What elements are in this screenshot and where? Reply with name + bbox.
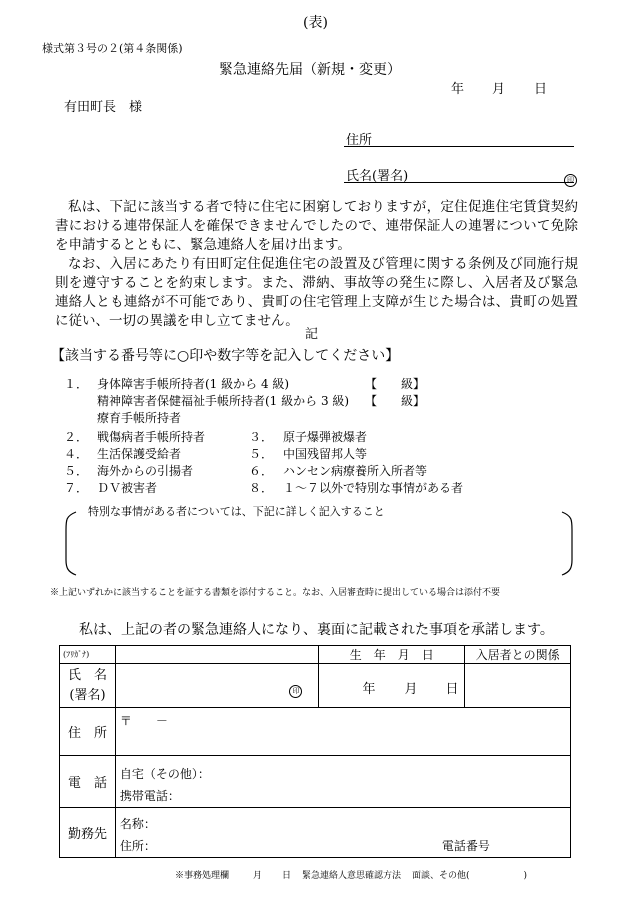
item-number[interactable]: ３． bbox=[249, 430, 274, 444]
phone-label-cell bbox=[60, 756, 116, 808]
postal-code-label: 〒 － bbox=[119, 714, 168, 728]
workplace-field[interactable] bbox=[115, 808, 570, 858]
side-label: (表) bbox=[303, 15, 328, 31]
name-label-cell bbox=[60, 664, 116, 708]
phone-label: 電 話 bbox=[67, 776, 107, 791]
addressee: 有田町長 様 bbox=[64, 100, 143, 115]
address-label-cell bbox=[60, 708, 116, 756]
item-number[interactable]: ５． bbox=[249, 447, 274, 461]
ki-heading: 記 bbox=[305, 327, 319, 342]
workplace-name-label: 名称： bbox=[119, 817, 156, 831]
item-number[interactable]: １． bbox=[64, 377, 89, 391]
signature-label: (署名) bbox=[69, 687, 106, 703]
seal-icon: 印 bbox=[564, 174, 577, 187]
page-title: 緊急連絡先届（新規・変更） bbox=[219, 62, 401, 78]
applicant-name-line[interactable] bbox=[344, 182, 574, 183]
address-field[interactable] bbox=[115, 708, 570, 756]
birth-year-label: 年 bbox=[362, 682, 376, 697]
home-phone-label: 自宅（その他）： bbox=[119, 767, 210, 781]
office-month-label: 月 bbox=[253, 871, 263, 881]
item-label: 療育手帳所持者 bbox=[97, 411, 182, 425]
applicant-name-label: 氏名(署名) bbox=[346, 169, 409, 184]
item-label: 身体障害手帳所持者(1 級から 4 級) bbox=[97, 377, 290, 391]
seal-icon: 印 bbox=[289, 685, 302, 698]
grade-field[interactable]: 【 級】 bbox=[365, 394, 426, 408]
relation-header bbox=[465, 646, 571, 664]
item-label: ハンセン病療養所入所者等 bbox=[283, 464, 428, 478]
form-number: 様式第３号の２(第４条関係) bbox=[42, 42, 183, 55]
date-month-label: 月 bbox=[492, 82, 506, 97]
item-number[interactable]: ４． bbox=[64, 447, 89, 461]
item-number[interactable]: ８． bbox=[249, 481, 274, 495]
item-label: 原子爆弾被爆者 bbox=[283, 430, 368, 444]
phone-field[interactable] bbox=[115, 756, 570, 808]
address-label: 住 所 bbox=[67, 726, 107, 741]
furigana-field[interactable] bbox=[115, 646, 319, 664]
item-label: 戦傷病者手帳所持者 bbox=[97, 430, 206, 444]
birth-date-header bbox=[319, 646, 465, 664]
grade-field[interactable]: 【 級】 bbox=[365, 377, 426, 391]
item-number[interactable]: ６． bbox=[249, 464, 274, 478]
applicant-address-label: 住所 bbox=[346, 133, 373, 148]
applicant-address-line[interactable] bbox=[344, 146, 574, 147]
birth-date-field[interactable] bbox=[319, 664, 465, 708]
birth-month-label: 月 bbox=[404, 682, 418, 697]
relation-header-text: 入居者との関係 bbox=[475, 648, 560, 662]
office-use-label: ※事務処理欄 bbox=[175, 871, 230, 881]
name-label: 氏 名 bbox=[67, 667, 107, 683]
date-year-label: 年 bbox=[451, 82, 465, 97]
item-label: 海外からの引揚者 bbox=[97, 464, 194, 478]
confirmation-method-options[interactable]: 面談、その他( ) bbox=[412, 871, 528, 881]
birth-day-label: 日 bbox=[445, 682, 459, 697]
declaration-paragraph-2: なお、入居にあたり有田町定住促進住宅の設置及び管理に関する条例及び同施行規則を遵守することを約束します。また、滞納、事故等の発生に際し、入居者及び緊急連絡人とも連絡が不可能であり、貴町の住宅管理上支障が生じた場合は、貴町の処置に従い、一切の異議を申し立てません。 bbox=[55, 256, 578, 329]
item-label: 中国残留邦人等 bbox=[283, 447, 368, 461]
item-number[interactable]: ５． bbox=[64, 464, 89, 478]
relation-field[interactable] bbox=[465, 664, 571, 708]
workplace-label-cell bbox=[60, 808, 116, 858]
item-number[interactable]: ２． bbox=[64, 430, 89, 444]
birth-date-header-text: 生 年 月 日 bbox=[349, 648, 434, 662]
instruction-heading: 【該当する番号等に○印や数字等を記入してください】 bbox=[51, 348, 400, 364]
item-number[interactable]: ７． bbox=[64, 481, 89, 495]
office-day-label: 日 bbox=[282, 871, 292, 881]
item-label: ＤＶ被害者 bbox=[97, 481, 158, 495]
declaration-paragraph-1: 私は、下記に該当する者で特に住宅に困窮しておりますが，定住促進住宅賃貸契約書における連帯保証人を確保できませんでしたので、連帯保証人の連署について免除を申請するとともに、緊急連絡人を届け出ます。 bbox=[55, 199, 578, 253]
mobile-phone-label: 携帯電話： bbox=[119, 789, 180, 803]
workplace-phone-label: 電話番号 bbox=[441, 839, 490, 853]
confirmation-method-label: 緊急連絡人意思確認方法 bbox=[302, 871, 402, 881]
date-day-label: 日 bbox=[534, 82, 548, 97]
special-circumstances-label: 特別な事情がある者については、下記に詳しく記入すること bbox=[88, 505, 385, 518]
emergency-contact-table bbox=[59, 645, 571, 858]
attachment-note: ※上記いずれかに該当することを証する書類を添付すること。なお、入居審査時に提出している場合は添付不要 bbox=[50, 588, 501, 598]
workplace-label: 勤務先 bbox=[67, 827, 107, 842]
workplace-address-label: 住所： bbox=[119, 839, 156, 853]
furigana-label bbox=[60, 646, 116, 664]
item-label: 生活保護受給者 bbox=[97, 447, 182, 461]
consent-statement: 私は、上記の者の緊急連絡人になり、裏面に記載された事項を承諾します。 bbox=[79, 622, 554, 638]
furigana-text: (ﾌﾘｶﾞﾅ) bbox=[63, 650, 90, 659]
item-label: １～７以外で特別な事情がある者 bbox=[283, 481, 464, 495]
name-field[interactable] bbox=[115, 664, 319, 708]
item-label: 精神障害者保健福祉手帳所持者(1 級から 3 級) bbox=[97, 394, 350, 408]
